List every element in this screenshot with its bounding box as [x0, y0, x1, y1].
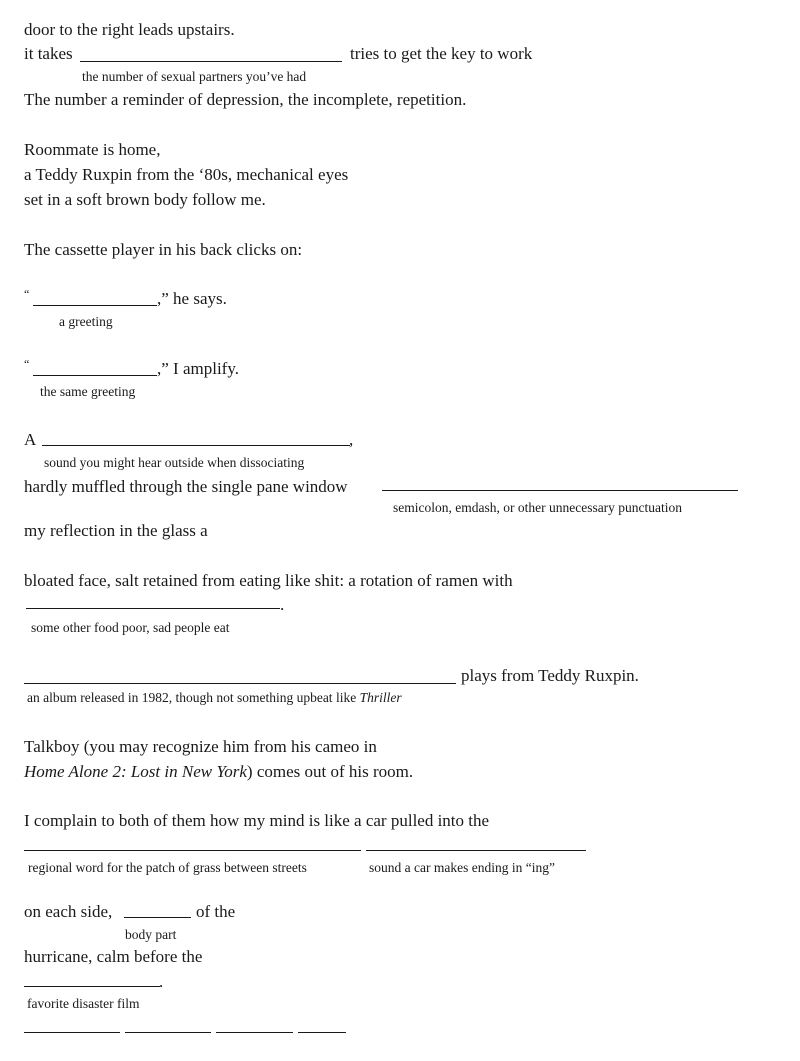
poem-line-key: tries to get the key to work — [350, 44, 533, 63]
blank-greeting[interactable] — [33, 305, 157, 306]
blank-punctuation[interactable] — [382, 490, 738, 491]
hint-car-sound: sound a car makes ending in “ing” — [369, 860, 555, 875]
poem-period: . — [280, 595, 285, 614]
blank-partners[interactable] — [80, 61, 342, 62]
poem-line-says: ,” he says. — [157, 289, 227, 308]
blank-album[interactable] — [24, 683, 456, 684]
blank-extra-3[interactable] — [216, 1032, 293, 1033]
blank-disaster-film[interactable] — [24, 986, 160, 987]
poem-line-of-the: of the — [196, 902, 236, 921]
open-quote: “ — [24, 287, 30, 301]
poem-line-plays: plays from Teddy Ruxpin. — [461, 666, 639, 685]
poem-line-teddy: a Teddy Ruxpin from the ‘80s, mechanical eyes — [24, 165, 349, 184]
poem-line-hurricane: hurricane, calm before the — [24, 947, 203, 966]
poem-line-upstairs: door to the right leads upstairs. — [24, 20, 235, 39]
hint-album: an album released in 1982, though not something upbeat like Thriller — [27, 690, 402, 705]
poem-line-complain: I complain to both of them how my mind is like a car pulled into the — [24, 811, 490, 830]
poem-line-roommate: Roommate is home, — [24, 140, 161, 159]
poem-line-talkboy: Talkboy (you may recognize him from his cameo in — [24, 737, 377, 756]
blank-extra-4[interactable] — [298, 1032, 346, 1033]
hint-food: some other food poor, sad people eat — [31, 620, 230, 635]
blank-sound[interactable] — [42, 445, 350, 446]
hint-disaster-film: favorite disaster film — [27, 996, 140, 1011]
poem-line-muffled: hardly muffled through the single pane window — [24, 477, 348, 496]
hint-regional-word: regional word for the patch of grass between streets — [28, 860, 307, 875]
blank-extra-1[interactable] — [24, 1032, 120, 1033]
hint-punctuation: semicolon, emdash, or other unnecessary punctuation — [393, 500, 683, 515]
poem-line-a: A — [24, 430, 37, 449]
poem-line-it-takes: it takes — [24, 44, 73, 63]
poem-line-home-alone: Home Alone 2: Lost in New York) comes out of his room. — [24, 762, 414, 781]
hint-partners: the number of sexual partners you’ve had — [82, 69, 307, 84]
poem-period: . — [159, 972, 164, 991]
blank-same-greeting[interactable] — [33, 375, 157, 376]
blank-food[interactable] — [26, 608, 280, 609]
hint-same-greeting: the same greeting — [40, 384, 136, 399]
hint-body-part: body part — [125, 927, 177, 942]
open-quote: “ — [24, 357, 30, 371]
poem-line-reflection: my reflection in the glass a — [24, 521, 208, 540]
hint-sound: sound you might hear outside when dissociating — [44, 455, 305, 470]
blank-regional-word[interactable] — [24, 850, 361, 851]
blank-car-sound[interactable] — [366, 850, 586, 851]
poem-line-cassette: The cassette player in his back clicks on: — [24, 240, 303, 259]
blank-body-part[interactable] — [124, 917, 191, 918]
poem-line-amplify: ,” I amplify. — [157, 359, 239, 378]
poem-line-number: The number a reminder of depression, the incomplete, repetition. — [24, 90, 467, 109]
poem-line-bloated: bloated face, salt retained from eating like shit: a rotation of ramen with — [24, 571, 513, 590]
poem-line-body: set in a soft brown body follow me. — [24, 190, 266, 209]
poem-comma: , — [349, 430, 354, 449]
blank-extra-2[interactable] — [125, 1032, 211, 1033]
poem-line-each-side: on each side, — [24, 902, 113, 921]
hint-greeting: a greeting — [59, 314, 113, 329]
